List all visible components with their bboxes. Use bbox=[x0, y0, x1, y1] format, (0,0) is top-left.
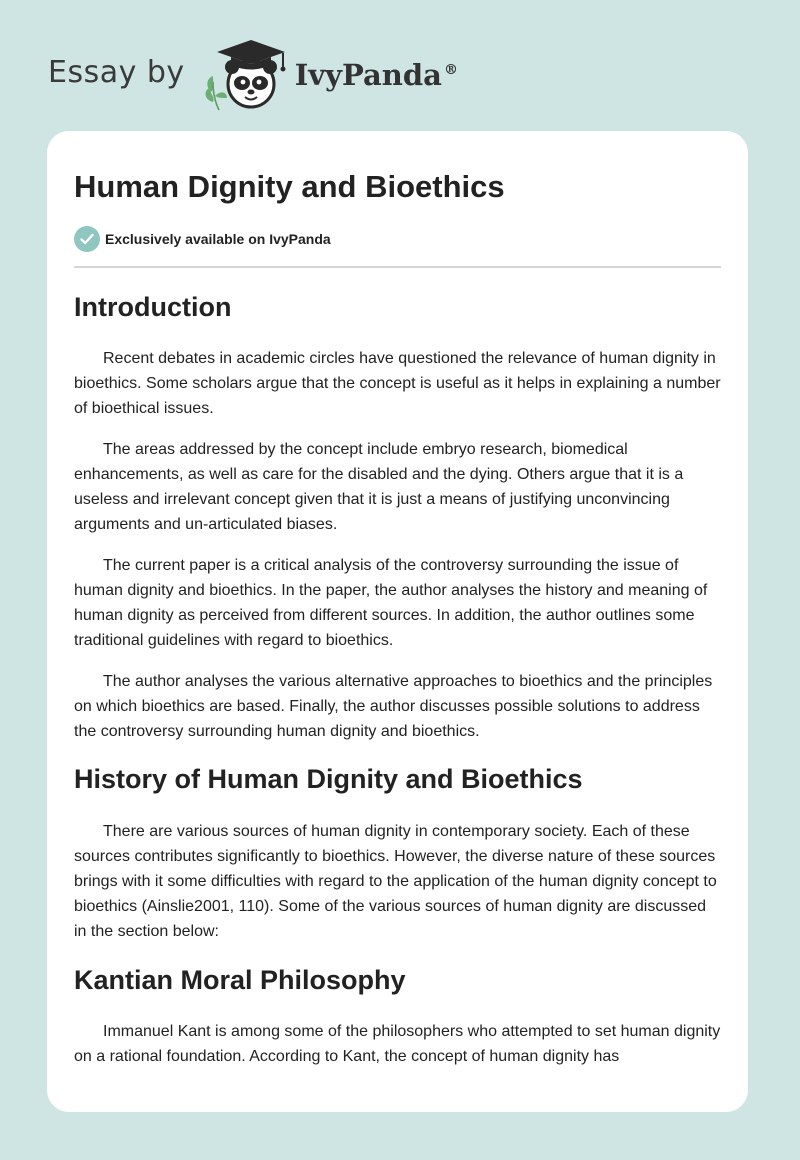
exclusive-badge bbox=[74, 226, 721, 252]
title-divider bbox=[74, 266, 721, 268]
essay-card bbox=[47, 131, 748, 1112]
brand-name: IvyPanda ® bbox=[294, 58, 458, 92]
paragraph: Immanuel Kant is among some of the philosophers who attempted to set human dignity on a rational foundation. According to Kant, the concept of human dignity has bbox=[74, 1023, 721, 1065]
paragraph: The areas addressed by the concept include embryo research, biomedical enhancements, as well as care for the disabled and the dying. Others argue that it is a useless and irrelevant concept given that it is just a means of justifying unconvincing arguments and un-articulated biases. bbox=[74, 441, 684, 533]
essay-title: Human Dignity and Bioethics bbox=[74, 169, 505, 204]
registered-mark: ® bbox=[443, 62, 458, 79]
section-heading-history: History of Human Dignity and Bioethics bbox=[74, 764, 583, 794]
essay-by-label: Essay by bbox=[48, 54, 185, 90]
paragraph: There are various sources of human dignity in contemporary society. Each of these sources contributes significantly to bioethics. However, the diverse nature of these sources brings with it some difficulties with regard to the application of the human dignity concept to bioethics (Ainslie2001, 110). Some of the various sources of human dignity are discussed in the section below: bbox=[74, 823, 717, 940]
paragraph: The current paper is a critical analysis of the controversy surrounding the issue of human dignity and bioethics. In the paper, the author analyses the history and meaning of human dignity as perceived from different sources. In addition, the author outlines some traditional guidelines with regard to bioethics. bbox=[74, 557, 708, 649]
check-circle-icon bbox=[74, 226, 100, 252]
panda-graduate-icon bbox=[199, 34, 291, 114]
site-header bbox=[48, 34, 458, 114]
paragraph: The author analyses the various alternative approaches to bioethics and the principles on which bioethics are based. Finally, the author discusses possible solutions to address the controversy surrounding human dignity and bioethics. bbox=[74, 673, 713, 740]
exclusive-badge-label: Exclusively available on IvyPanda bbox=[105, 231, 331, 247]
paragraph: Recent debates in academic circles have questioned the relevance of human dignity in bioethics. Some scholars argue that the concept is useful as it helps in explaining a number of bioethical issues. bbox=[74, 350, 721, 417]
section-heading-kantian: Kantian Moral Philosophy bbox=[74, 965, 406, 995]
section-heading-introduction: Introduction bbox=[74, 292, 232, 322]
